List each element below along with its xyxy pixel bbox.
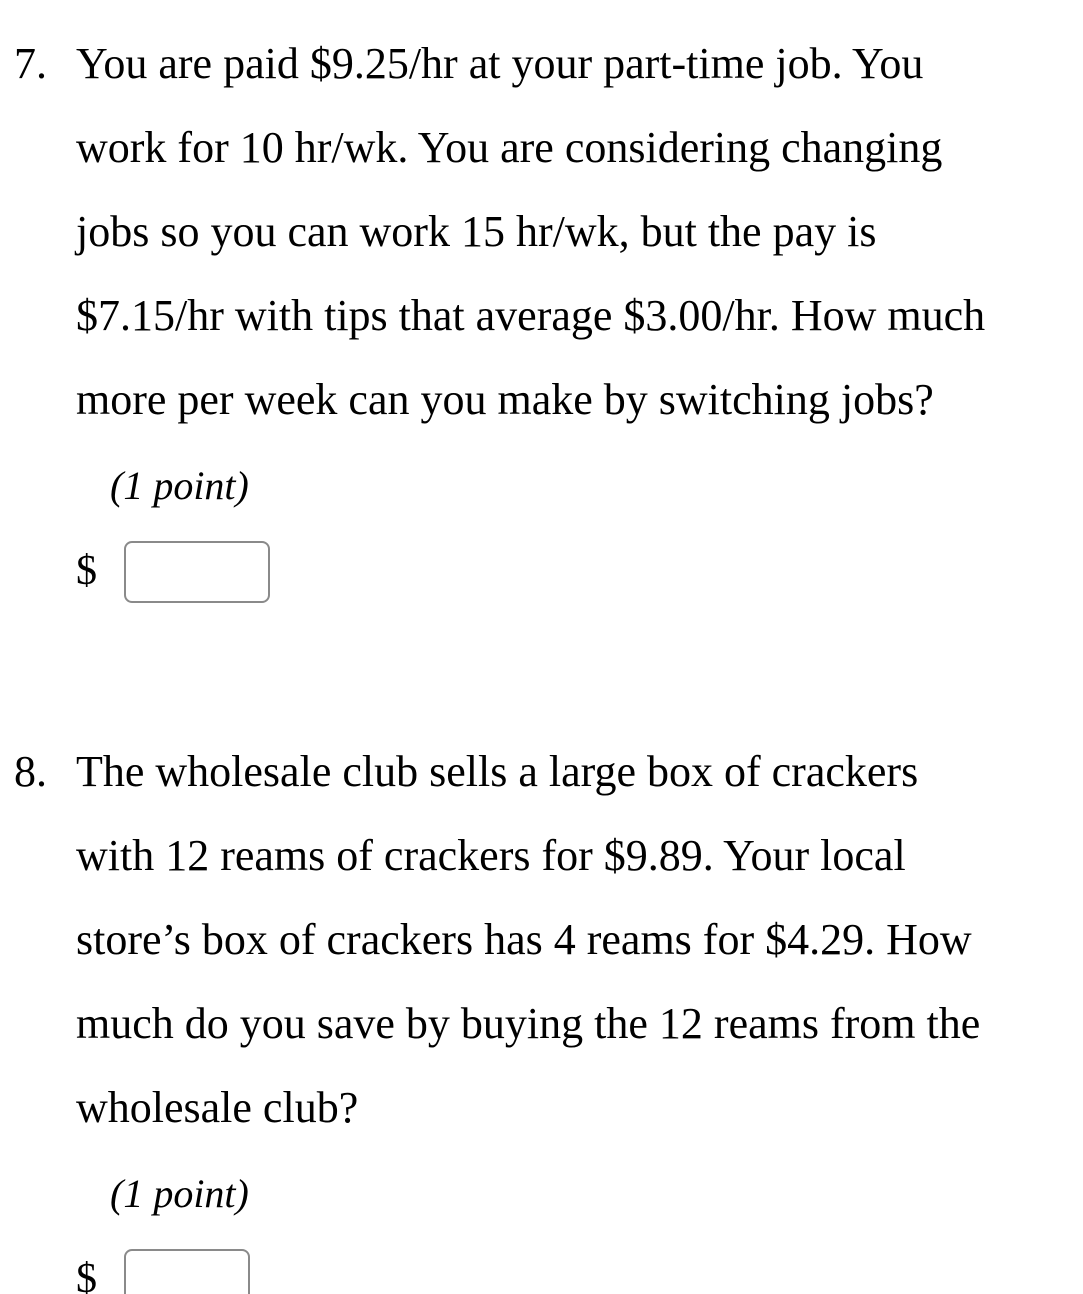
question-text-line: You are paid $9.25/hr at your part-time job. You	[76, 39, 924, 88]
question-text-line: with 12 reams of crackers for $9.89. Your local	[76, 831, 906, 880]
question-text-line: $7.15/hr with tips that average $3.00/hr. How much	[76, 291, 986, 340]
question-text-line: much do you save by buying the 12 reams from the	[76, 999, 981, 1048]
question-text-line: more per week can you make by switching jobs?	[76, 375, 934, 424]
question-number: 7.	[14, 39, 47, 88]
question-text-line: store’s box of crackers has 4 reams for $4.29. How	[76, 915, 972, 964]
question-text-line: jobs so you can work 15 hr/wk, but the pay is	[76, 207, 877, 256]
points-label: (1 point)	[110, 1171, 249, 1216]
question-number: 8.	[14, 747, 47, 796]
currency-symbol: $	[76, 1256, 97, 1294]
question-text-line: wholesale club?	[76, 1083, 359, 1132]
answer-input[interactable]	[124, 541, 270, 603]
currency-symbol: $	[76, 548, 97, 594]
question-text-line: The wholesale club sells a large box of crackers	[76, 747, 919, 796]
answer-input[interactable]	[124, 1249, 250, 1294]
question-text-line: work for 10 hr/wk. You are considering changing	[76, 123, 943, 172]
points-label: (1 point)	[110, 463, 249, 508]
